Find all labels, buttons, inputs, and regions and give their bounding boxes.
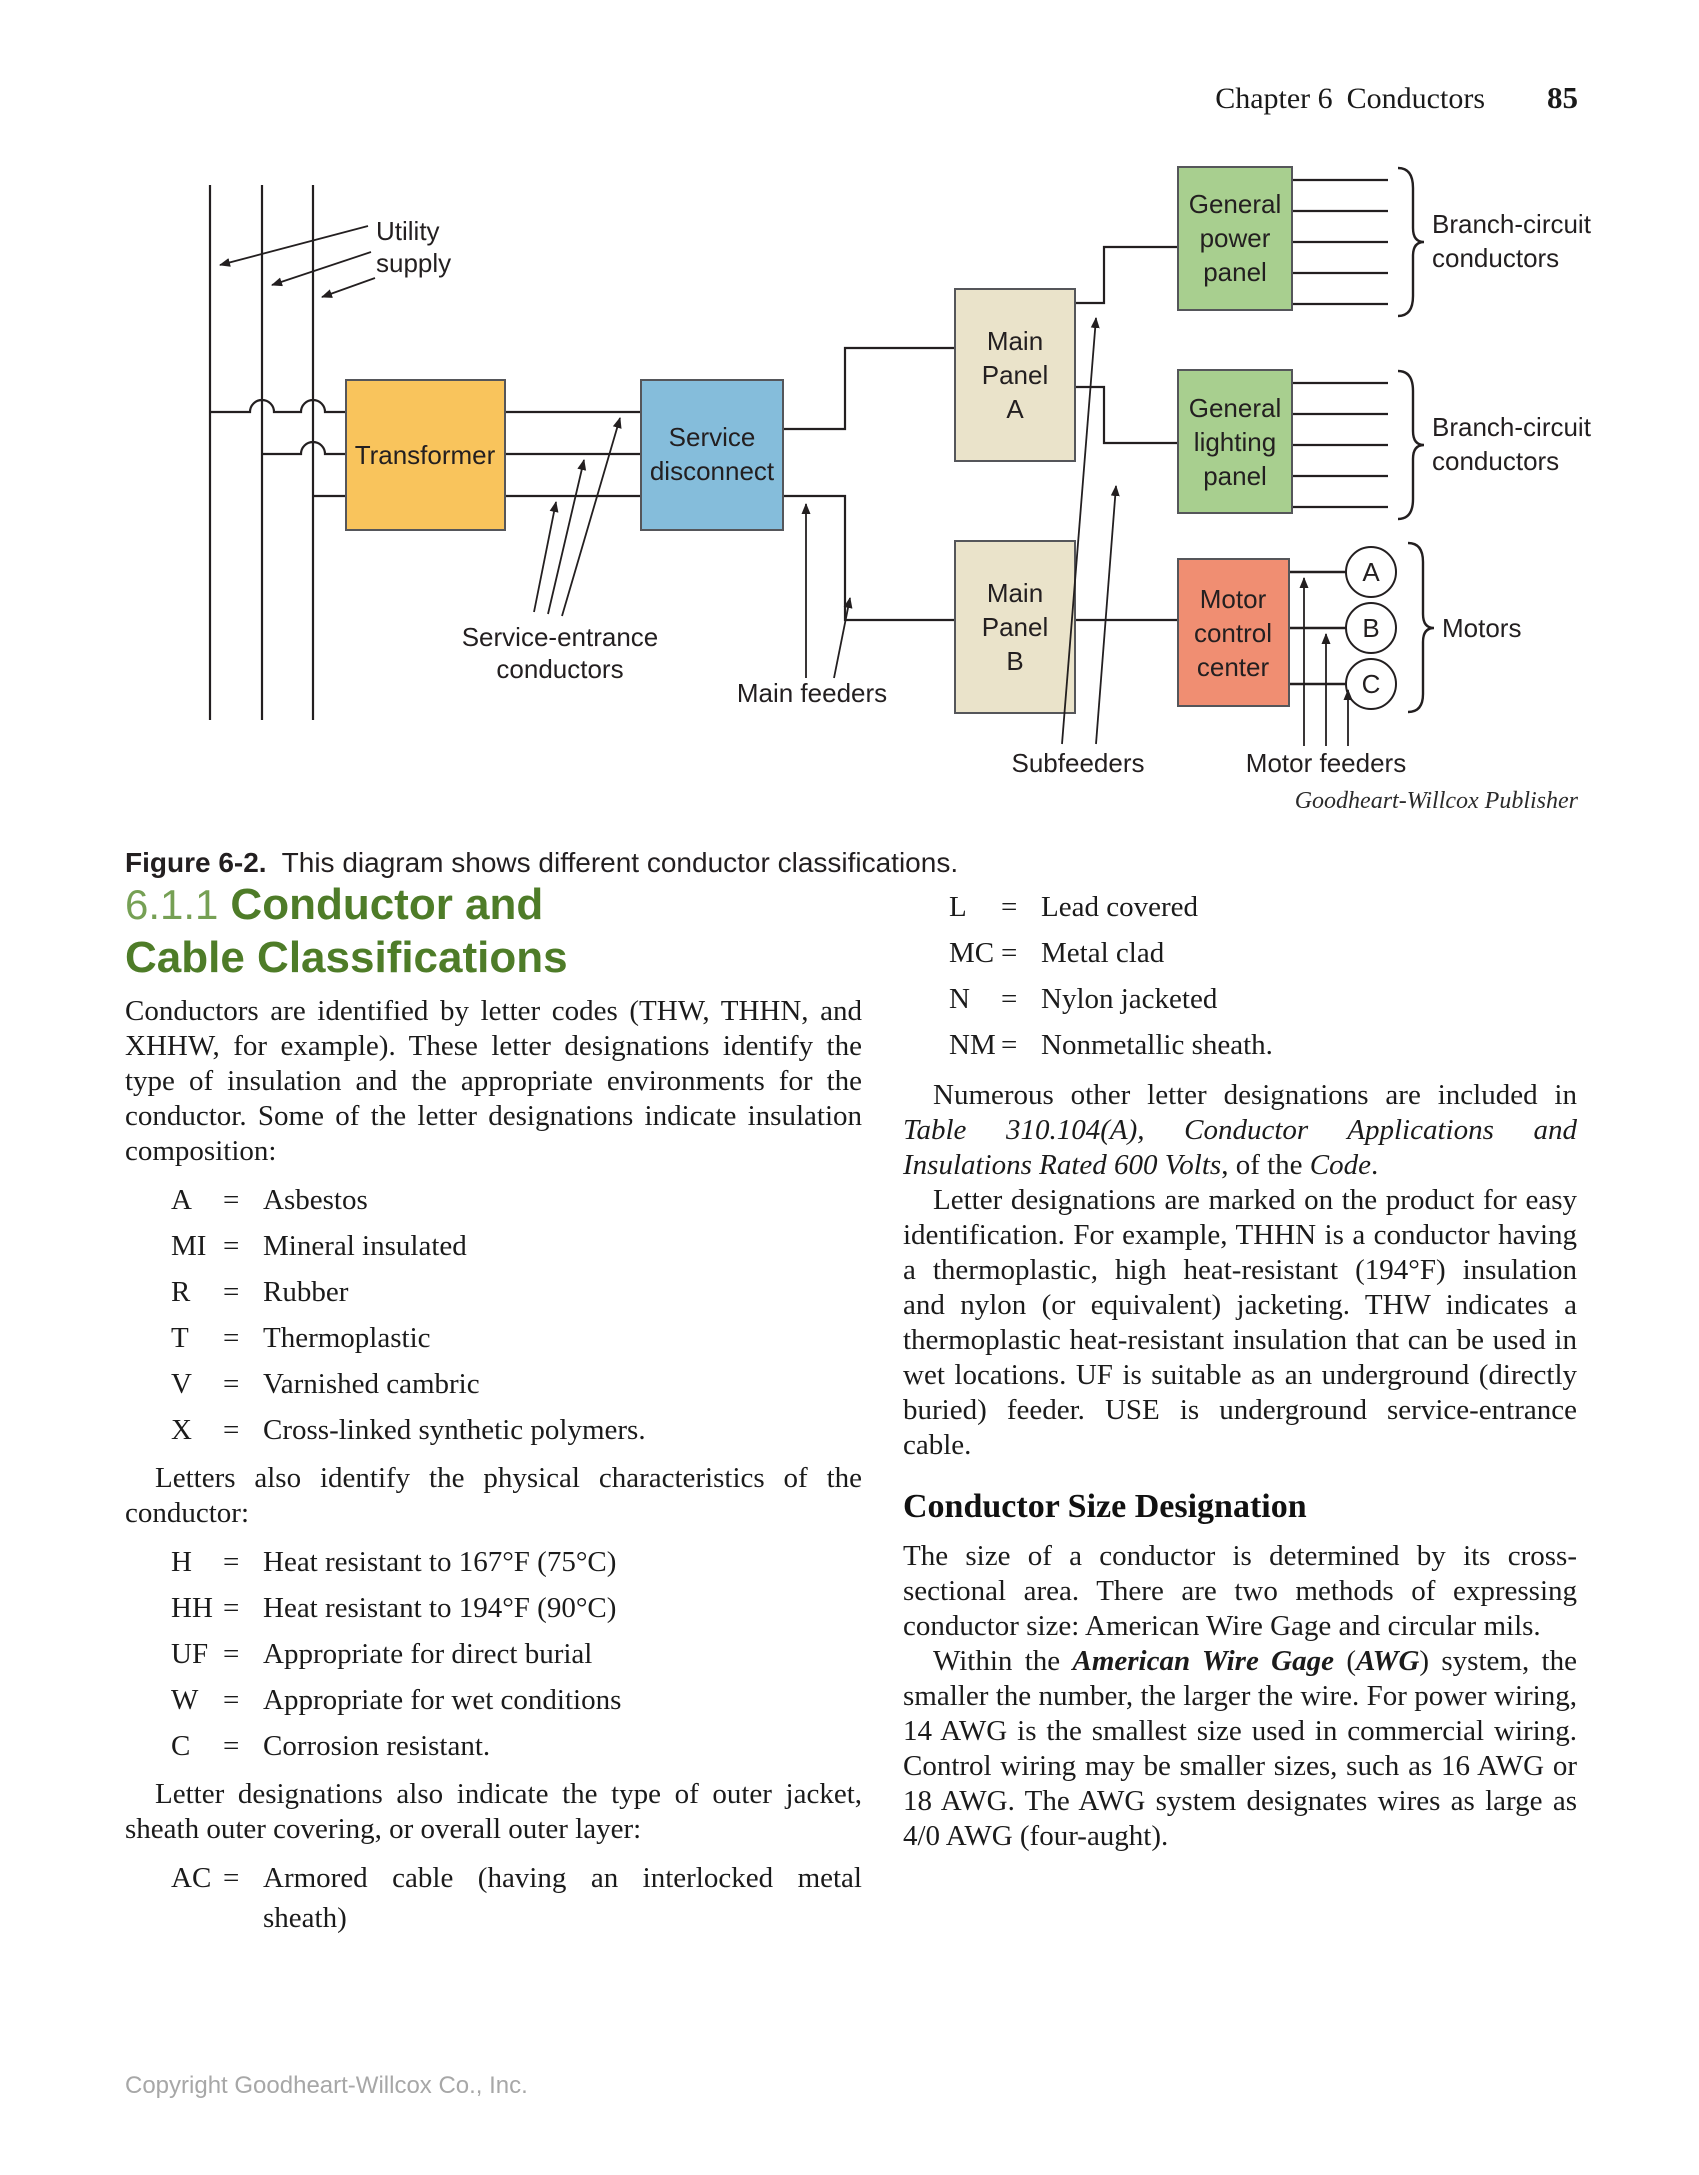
- code-key: MI: [171, 1230, 207, 1262]
- equals-sign: =: [223, 1592, 240, 1624]
- main-panel-b-label-2: Panel: [981, 612, 1049, 642]
- equals-sign: =: [223, 1184, 240, 1216]
- code-value: Varnished cambric: [263, 1368, 480, 1400]
- utility-supply-label-1: Utility: [376, 216, 440, 246]
- code-key: NM: [949, 1029, 996, 1061]
- equals-sign: =: [223, 1730, 240, 1762]
- brace-branch-top: [1398, 168, 1424, 316]
- jacket-code-list-right: [903, 884, 1577, 1068]
- branch-circuit-mid-label-1: Branch-circuit: [1432, 412, 1591, 442]
- general-power-label-3: panel: [1203, 257, 1267, 287]
- equals-sign: =: [223, 1368, 240, 1400]
- list-item: [171, 1315, 862, 1361]
- physical-intro-paragraph: Letters also identify the physical characteristics of the conductor:: [125, 1462, 862, 1529]
- list-item: [171, 1723, 862, 1769]
- code-value: Rubber: [263, 1276, 349, 1308]
- code-value: Armored cable (having an interlocked metal sheath): [263, 1862, 862, 1934]
- list-item: [949, 1022, 1577, 1068]
- equals-sign: =: [1001, 983, 1018, 1015]
- main-feeders-arrow-2: [834, 598, 850, 678]
- main-panel-a-label-2: Panel: [981, 360, 1049, 390]
- code-key: H: [171, 1546, 192, 1578]
- code-key: N: [949, 983, 970, 1015]
- copyright-line: Copyright Goodheart-Willcox Co., Inc.: [125, 2072, 528, 2099]
- list-item: [171, 1361, 862, 1407]
- insulation-code-list: [125, 1177, 862, 1453]
- chapter-title: Conductors: [1346, 82, 1485, 115]
- utility-arrow-1: [220, 226, 368, 265]
- code-key: X: [171, 1414, 192, 1446]
- code-value: Mineral insulated: [263, 1230, 467, 1262]
- page-number: 85: [1547, 80, 1578, 115]
- section-number: 6.1.1: [125, 881, 219, 928]
- equals-sign: =: [1001, 937, 1018, 969]
- code-value: Asbestos: [263, 1184, 368, 1216]
- code-key: MC: [949, 937, 995, 969]
- conductor-diagram: [0, 0, 1699, 830]
- code-key: C: [171, 1730, 191, 1762]
- size-paragraph: The size of a conductor is determined by its cross-sectional area. There are two methods of expressing conductor size: American Wire Gage and circular mils.: [903, 1540, 1577, 1642]
- motor-feeder-lines: [1289, 572, 1346, 684]
- service-disconnect-label-1: Service: [668, 422, 756, 452]
- list-item: [171, 1177, 862, 1223]
- code-key: V: [171, 1368, 192, 1400]
- equals-sign: =: [1001, 1029, 1018, 1061]
- marking-paragraph: Letter designations are marked on the product for easy identification. For example, THHN is a conductor having a thermoplastic, high heat-resistant (194°F) insulation and nylon (or equivalent) jacketing. THW indicates a thermoplastic heat-resistant insulation that can be used in wet locations. UF is suitable as an underground (directly buried) feeder. USE is underground service-entrance cable.: [903, 1184, 1577, 1461]
- jacket-code-list-left: [125, 1855, 862, 1941]
- code-key: R: [171, 1276, 191, 1308]
- branch-circuit-lines-power: [1292, 180, 1388, 304]
- utility-arrow-2: [272, 252, 371, 285]
- equals-sign: =: [223, 1322, 240, 1354]
- figure-caption: Figure 6-2. This diagram shows different conductor classifications.: [125, 847, 959, 878]
- subfeeders-label: Subfeeders: [1011, 748, 1145, 778]
- equals-sign: =: [223, 1276, 240, 1308]
- list-item: [171, 1677, 862, 1723]
- code-value: Metal clad: [1041, 937, 1165, 969]
- publisher-credit: Goodheart-Willcox Publisher: [1294, 788, 1578, 814]
- motor-control-label-1: Motor: [1199, 584, 1267, 614]
- equals-sign: =: [223, 1414, 240, 1446]
- general-lighting-label-2: lighting: [1193, 427, 1277, 457]
- code-value: Heat resistant to 167°F (75°C): [263, 1546, 617, 1578]
- section-title-line1: Conductor and: [230, 880, 544, 929]
- motor-c-label: C: [1361, 669, 1381, 699]
- list-item: [171, 1631, 862, 1677]
- size-designation-heading: Conductor Size Designation: [903, 1488, 1307, 1525]
- motor-control-label-2: control: [1193, 618, 1273, 648]
- main-panel-b-label-1: Main: [986, 578, 1044, 608]
- equals-sign: =: [223, 1546, 240, 1578]
- code-value: Thermoplastic: [263, 1322, 431, 1354]
- branch-circuit-lines-lighting: [1292, 383, 1388, 507]
- service-disconnect-box: [641, 380, 783, 530]
- brace-motors: [1408, 543, 1434, 712]
- code-key: HH: [171, 1592, 213, 1624]
- brace-branch-mid: [1398, 371, 1424, 519]
- list-item: [949, 930, 1577, 976]
- service-disconnect-label-2: disconnect: [649, 456, 775, 486]
- section-heading: [125, 878, 862, 984]
- motor-a-label: A: [1362, 557, 1380, 587]
- chapter-label: Chapter 6: [1215, 82, 1333, 115]
- main-feeders-label: Main feeders: [736, 678, 888, 708]
- utility-supply-lines: [210, 185, 313, 720]
- service-entrance-label-1: Service-entrance: [461, 622, 659, 652]
- physical-code-list: [125, 1539, 862, 1769]
- equals-sign: =: [1001, 891, 1018, 923]
- equals-sign: =: [223, 1230, 240, 1262]
- list-item: [171, 1539, 862, 1585]
- list-item: [171, 1269, 862, 1315]
- code-value: Cross-linked synthetic polymers.: [263, 1414, 646, 1446]
- list-item: [949, 884, 1577, 930]
- list-item: [171, 1407, 862, 1453]
- utility-supply-label-2: supply: [376, 248, 452, 278]
- equals-sign: =: [223, 1684, 240, 1716]
- code-key: AC: [171, 1862, 212, 1894]
- motors-label: Motors: [1442, 613, 1522, 643]
- code-value: Heat resistant to 194°F (90°C): [263, 1592, 617, 1624]
- jacket-intro-paragraph: Letter designations also indicate the type of outer jacket, sheath outer covering, or overall outer layer:: [125, 1778, 862, 1845]
- code-value: Lead covered: [1041, 891, 1198, 923]
- equals-sign: =: [223, 1862, 240, 1894]
- main-panel-a-label-1: Main: [986, 326, 1044, 356]
- list-item: [949, 976, 1577, 1022]
- code-key: L: [949, 891, 967, 923]
- transformer-label: Transformer: [354, 440, 496, 470]
- code-key: A: [171, 1184, 192, 1216]
- branch-circuit-top-label-1: Branch-circuit: [1432, 209, 1591, 239]
- list-item: [171, 1855, 862, 1941]
- motor-b-label: B: [1362, 613, 1380, 643]
- general-power-label-2: power: [1199, 223, 1271, 253]
- right-column: [903, 884, 1577, 1854]
- code-key: UF: [171, 1638, 209, 1670]
- equals-sign: =: [223, 1638, 240, 1670]
- general-power-label-1: General: [1188, 189, 1282, 219]
- utility-arrow-3: [322, 278, 375, 297]
- section-title-line2: Cable Classifications: [125, 933, 568, 982]
- braces: [1398, 168, 1434, 712]
- general-lighting-label-1: General: [1188, 393, 1282, 423]
- code-value: Nonmetallic sheath.: [1041, 1029, 1273, 1061]
- code-key: W: [171, 1684, 199, 1716]
- motor-control-label-3: center: [1196, 652, 1270, 682]
- general-lighting-label-3: panel: [1203, 461, 1267, 491]
- code-value: Nylon jacketed: [1041, 983, 1218, 1015]
- awg-paragraph: Within the American Wire Gage (AWG) system, the smaller the number, the larger the wire. For power wiring, 14 AWG is the smallest size used in commercial wiring. Control wiring may be smaller sizes, such as 16 AWG or 18 AWG. The AWG system designates wires as large as 4/0 AWG (four-aught).: [903, 1645, 1577, 1852]
- service-entrance-arrow-2: [548, 460, 584, 614]
- motor-feeders-label: Motor feeders: [1245, 748, 1407, 778]
- service-entrance-label-2: conductors: [496, 654, 624, 684]
- numerous-paragraph: Numerous other letter designations are included in Table 310.104(A), Conductor Applications and Insulations Rated 600 Volts, of the Code.: [903, 1079, 1577, 1181]
- list-item: [171, 1585, 862, 1631]
- code-value: Appropriate for wet conditions: [263, 1684, 622, 1716]
- branch-circuit-top-label-2: conductors: [1432, 243, 1560, 273]
- code-value: Corrosion resistant.: [263, 1730, 491, 1762]
- code-key: T: [171, 1322, 189, 1354]
- left-column: [125, 878, 862, 1949]
- code-value: Appropriate for direct burial: [263, 1638, 593, 1670]
- subfeeders-arrow-2: [1096, 486, 1116, 744]
- list-item: [171, 1223, 862, 1269]
- main-panel-a-label-3: A: [1006, 394, 1024, 424]
- main-panel-b-label-3: B: [1006, 646, 1024, 676]
- branch-circuit-mid-label-2: conductors: [1432, 446, 1560, 476]
- intro-paragraph: Conductors are identified by letter codes (THW, THHN, and XHHW, for example). These letter designations identify the type of insulation and the appropriate environments for the conductor. Some of the letter designations indicate insulation composition:: [125, 995, 862, 1167]
